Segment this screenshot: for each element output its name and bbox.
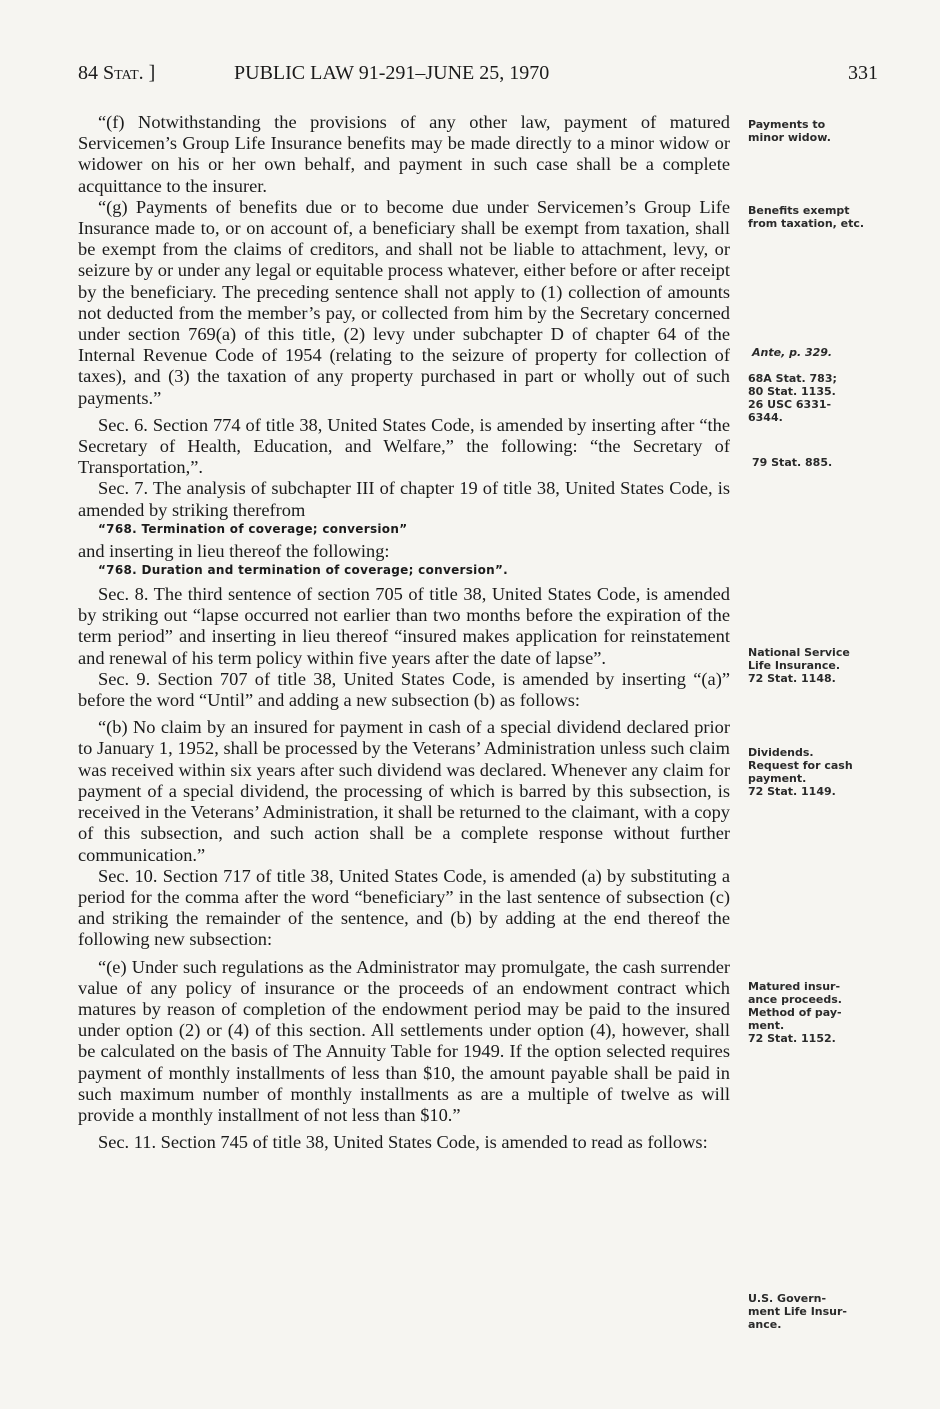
subsection-b: “(b) No claim by an insured for payment in cash of a special dividend declared prior to January 1, 1952, shall be processed by the Veterans’ Administration unless such claim was received within six years after such dividend was declared. Whenever any claim for payment of a special dividend, the processing of which is barred by this subsection, is received in the Veterans’ Administration, it shall be returned to the claimant, with a copy of this subsection, and such action shall be a complete response without further communication.” (78, 717, 730, 865)
section-6: Sec. 6. Section 774 of title 38, United States Code, is amended by inserting after “the Secretary of Health, Education, and Welfare,” the following: “the Secretary of Transportation,”. (78, 414, 730, 478)
paragraph-g: “(g) Payments of benefits due or to become due under Servicemen’s Group Life Insurance made to, or on account of, a beneficiary shall be exempt from taxation, shall be exempt from the claims of creditors, and shall not be liable to attachment, levy, or seizure by or under any legal or equitable process whatever, either before or after receipt by the beneficiary. The preceding sentence shall not apply to (1) collection of amounts not deducted from the member’s pay, or collected from him by the Secretary concerned under section 769(a) of this title, (2) levy under subchapter D of chapter 64 of the Internal Revenue Code of 1954 (relating to the seizure of property for collection of taxes), and (3) the taxation of any property purchased in part or wholly out of such payments.” (78, 196, 730, 408)
section-8: Sec. 8. The third sentence of section 705 of title 38, United States Code, is amended by striking out “lapse occurred not earlier than two months before the expiration of the term period” and inserting in lieu thereof “insured makes application for reinstatement and renewal of his term policy within five years after the date of lapse”. (78, 584, 730, 668)
page-title: PUBLIC LAW 91-291–JUNE 25, 1970 (234, 62, 550, 84)
margin-note-matured-insurance-proceeds: Matured insur- ance proceeds. Method of pay- ment. 72 Stat. 1152. (748, 980, 842, 1045)
subsection-e: “(e) Under such regulations as the Administrator may promulgate, the cash surrender value of any policy of insurance or the proceeds of an endowment contract which matures by reason of completion of the endowment period may be paid to the insured under option (2) or (4) of this section. All settlements under option (4), however, shall be calculated on the basis of The Annuity Table for 1949. If the option selected requires payment of monthly installments of less than $10, the amount payable shall be paid in such maximum number of monthly installments as are a multiple of twelve as will provide a monthly installment of not less than $10.” (78, 956, 730, 1125)
margin-note-ante: Ante, p. 329. (752, 346, 833, 359)
margin-note-payments-to-minor-widow: Payments to minor widow. (748, 118, 831, 144)
margin-note-79-stat: 79 Stat. 885. (752, 456, 833, 469)
margin-note-us-government-life-insurance: U.S. Govern- ment Life Insur- ance. (748, 1292, 847, 1331)
section-7-continuation: and inserting in lieu thereof the following: (78, 540, 390, 561)
margin-note-dividends: Dividends. Request for cash payment. 72 Stat. 1149. (748, 746, 853, 798)
section-10: Sec. 10. Section 717 of title 38, United States Code, is amended (a) by substituting a period for the comma after the word “beneficiary” in the last sentence of subsection (c) and striking the remainder of the sentence, and (b) by adding at the end thereof the following new subsection: (78, 865, 730, 950)
margin-note-national-service-life-insurance: National Service Life Insurance. 72 Stat. 1148. (748, 646, 850, 685)
page-header (78, 62, 878, 92)
page-number: 331 (848, 62, 878, 84)
section-7-struck-item: “768. Termination of coverage; conversion” (98, 521, 408, 536)
paragraph-f: “(f) Notwithstanding the provisions of any other law, payment of matured Servicemen’s Group Life Insurance benefits may be made directly to a minor widow or widower on his or her own behalf, and payment in such case shall be a complete acquittance to the insurer. (78, 112, 730, 196)
margin-note-stat-citations: 68A Stat. 783; 80 Stat. 1135. 26 USC 6331- 6344. (748, 372, 837, 424)
section-11: Sec. 11. Section 745 of title 38, United States Code, is amended to read as follows: (98, 1132, 708, 1153)
section-7-inserted-item: “768. Duration and termination of coverage; conversion”. (98, 563, 509, 578)
statute-volume: 84 Stat. ] (78, 62, 156, 84)
section-9: Sec. 9. Section 707 of title 38, United States Code, is amended by inserting “(a)” before the word “Until” and adding a new subsection (b) as follows: (78, 668, 730, 711)
margin-note-benefits-exempt: Benefits exempt from taxation, etc. (748, 204, 865, 230)
section-7: Sec. 7. The analysis of subchapter III of chapter 19 of title 38, United States Code, is amended by striking therefrom (78, 478, 730, 520)
main-text (78, 112, 730, 1153)
